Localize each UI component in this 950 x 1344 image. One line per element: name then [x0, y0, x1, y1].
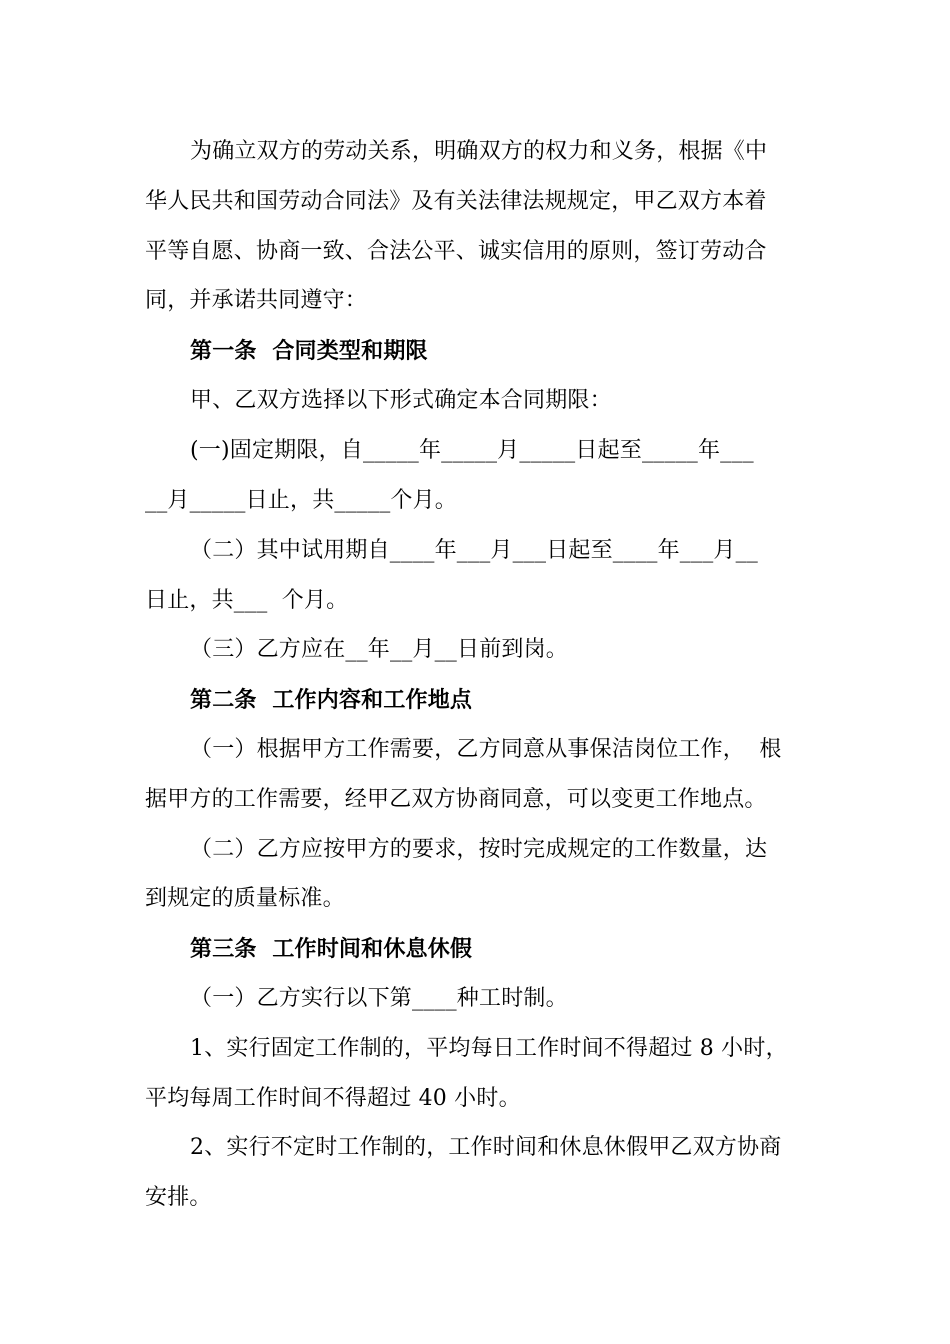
article-2-heading: 第二条 工作内容和工作地点 — [190, 687, 473, 713]
article-3-item-1: （一）乙方实行以下第____种工时制。 — [190, 986, 568, 1011]
preamble-line-2: 华人民共和国劳动合同法》及有关法律法规规定，甲乙双方本着 — [145, 189, 767, 214]
preamble-line-1: 为确立双方的劳动关系，明确双方的权力和义务，根据《中 — [190, 139, 768, 164]
article-3-clause-1-line-2: 平均每周工作时间不得超过 40 小时。 — [145, 1086, 521, 1111]
article-3-clause-1-line-1: 1、实行固定工作制的，平均每日工作时间不得超过 8 小时， — [190, 1036, 788, 1061]
article-2-item-1-line-1: （一）根据甲方工作需要，乙方同意从事保洁岗位工作， 根 — [190, 737, 782, 762]
article-1-heading: 第一条 合同类型和期限 — [190, 338, 428, 364]
article-2-item-2-line-1: （二）乙方应按甲方的要求，按时完成规定的工作数量，达 — [190, 837, 768, 862]
preamble-line-4: 同，并承诺共同遵守： — [145, 288, 368, 313]
article-3-clause-2-line-2: 安排。 — [145, 1185, 212, 1210]
article-1-item-1-line-2: __月_____日止，共_____个月。 — [145, 488, 458, 513]
article-1-intro: 甲、乙双方选择以下形式确定本合同期限： — [190, 388, 612, 413]
article-3-heading: 第三条 工作时间和休息休假 — [190, 936, 473, 962]
article-3-clause-2-line-1: 2、实行不定时工作制的，工作时间和休息休假甲乙双方协商 — [190, 1135, 782, 1160]
preamble-line-3: 平等自愿、协商一致、合法公平、诚实信用的原则，签订劳动合 — [145, 239, 767, 264]
article-1-item-2-line-2: 日止，共___ 个月。 — [145, 588, 349, 613]
article-1-item-2-line-1: （二）其中试用期自____年___月___日起至____年___月__ — [190, 538, 759, 563]
article-1-item-3: （三）乙方应在__年__月__日前到岗。 — [190, 637, 569, 662]
article-1-item-1-line-1: (一)固定期限，自_____年_____月_____日起至_____年___ — [190, 438, 754, 463]
article-2-item-2-line-2: 到规定的质量标准。 — [145, 886, 345, 911]
article-2-item-1-line-2: 据甲方的工作需要，经甲乙双方协商同意，可以变更工作地点。 — [145, 787, 767, 812]
